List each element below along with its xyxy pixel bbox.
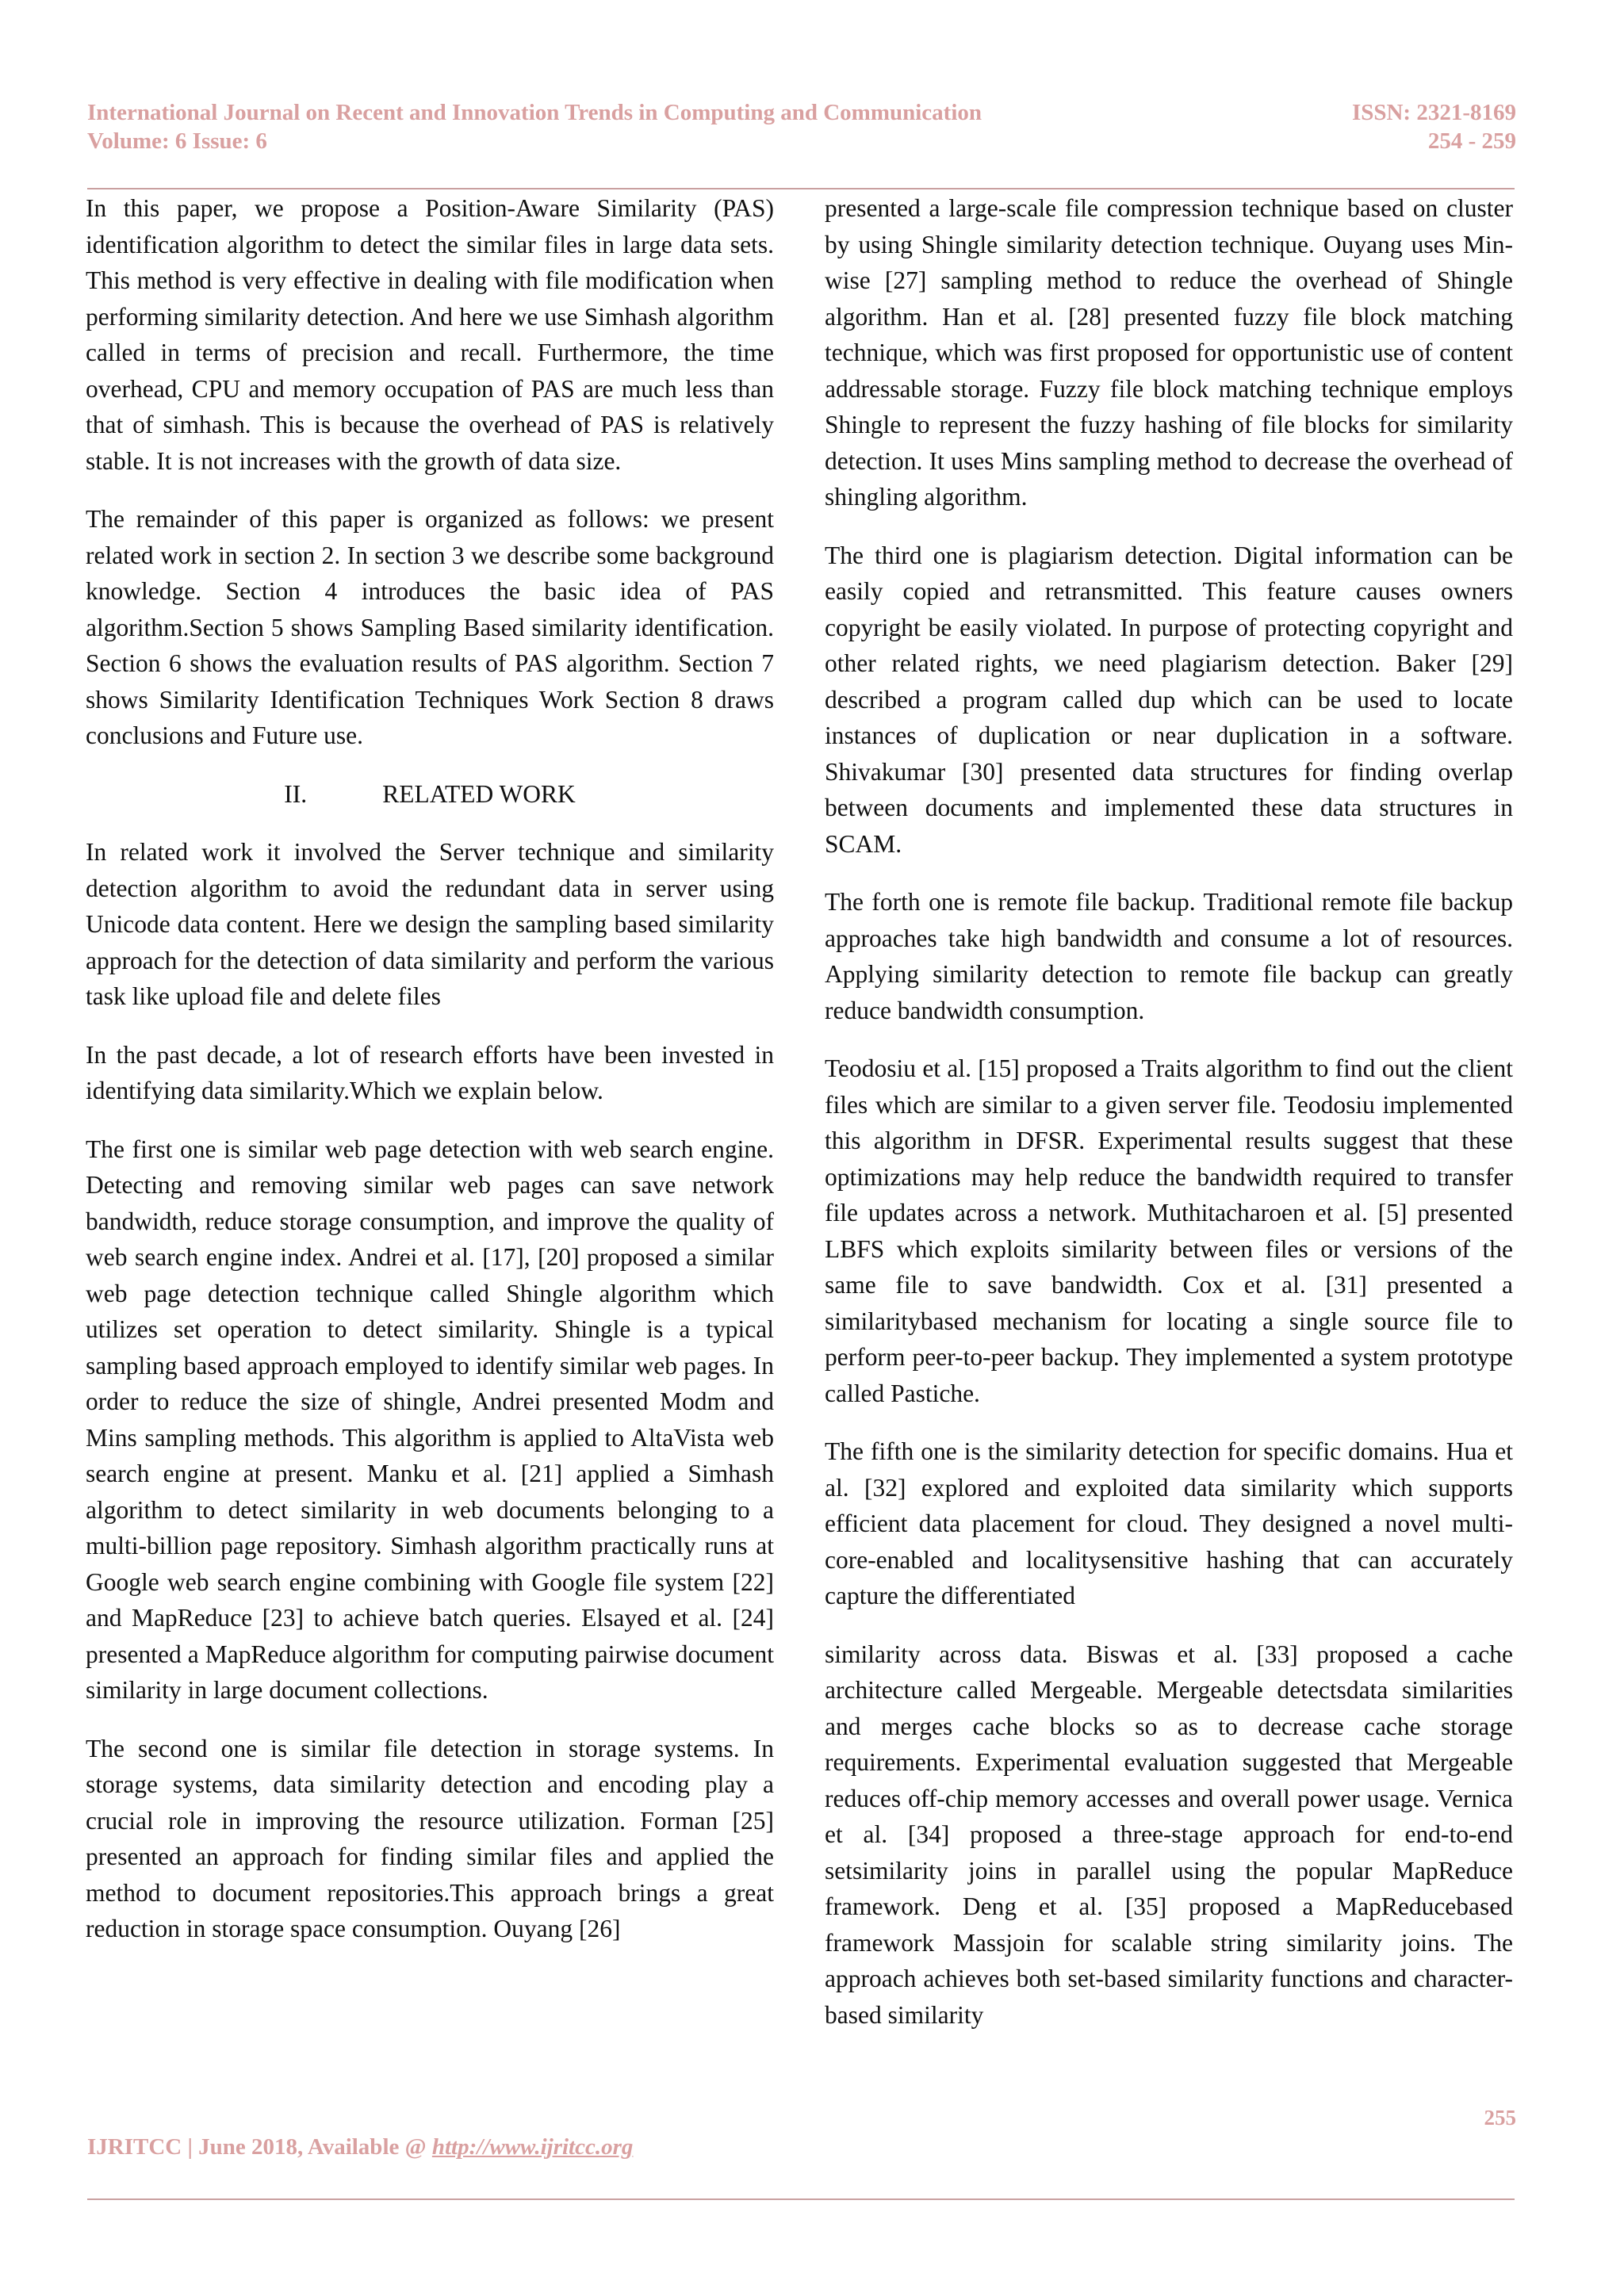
paragraph: In the past decade, a lot of research efforts have been invested in identifying data similarity.Which we explain below. [86, 1040, 774, 1104]
paragraph: presented a large-scale file compression technique based on cluster by using Shingle similarity detection technique. Ouyang uses Min-wise [27] sampling method to reduce the overhead of Shingle algorithm. Han et al. [28] presented fuzzy file block matching technique, which was first proposed for opportunistic use of content addressable storage. Fuzzy file block matching technique employs Shingle to represent the fuzzy hashing of file blocks for similarity detection. It uses Mins sampling method to decrease the overhead of shingling algorithm. [825, 194, 1513, 511]
page-range: 254 - 259 [1427, 128, 1516, 154]
footer-text: IJRITCC | June 2018, Available @ [87, 2134, 432, 2160]
paragraph: Teodosiu et al. [15] proposed a Traits algorithm to find out the client files which are similar to a given server file. Teodosiu implemented this algorithm in DFSR. Experimental results suggest that these optimizations may help reduce the bandwidth required to transfer file updates across a network. Muthitacharoen et al. [5] presented LBFS which exploits similarity between files or versions of the same file to save bandwidth. Cox et al. [31] presented a similaritybased mechanism for locating a single source file to perform peer-to-peer backup. They implemented a system prototype called Pastiche. [825, 1054, 1513, 1407]
volume-issue: Volume: 6 Issue: 6 [87, 128, 267, 154]
section-number: II. [284, 779, 308, 808]
paragraph: The first one is similar web page detection with web search engine. Detecting and removing similar web pages can save network bandwidth, reduce storage consumption, and improve the quality of web search engine index. Andrei et al. [17], [20] proposed a similar web page detection technique called Shingle algorithm which utilizes set operation to detect similarity. Shingle is a typical sampling based approach employed to identify similar web pages. In order to reduce the size of shingle, Andrei presented Modm and Mins sampling methods. This algorithm is applied to AltaVista web search engine at present. Manku et al. [21] applied a Simhash algorithm to detect similarity in web documents belonging to a multi-billion page repository. Simhash algorithm practically runs at Google web search engine combining with Google file system [22] and MapReduce [23] to achieve batch queries. Elsayed et al. [24] presented a MapReduce algorithm for computing pairwise document similarity in large document collections. [86, 1135, 774, 1704]
running-header-right [1352, 98, 1516, 155]
section-title: RELATED WORK [382, 779, 576, 808]
journal-title: International Journal on Recent and Innovation Trends in Computing and Communication [87, 100, 982, 125]
paragraph: The forth one is remote file backup. Traditional remote file backup approaches take high bandwidth and consume a lot of resources. Applying similarity detection to remote file backup can greatly reduce bandwidth consumption. [825, 888, 1513, 1024]
section-heading [86, 776, 774, 813]
header-divider [87, 188, 1515, 189]
footer-divider [87, 2198, 1515, 2200]
footer [87, 2134, 633, 2160]
paragraph: The third one is plagiarism detection. Digital information can be easily copied and retransmitted. This feature causes owners copyright be easily violated. In purpose of protecting copyright and other related rights, we need plagiarism detection. Baker [29] described a program called dup which can be used to locate instances of duplication or near duplication in a software. Shivakumar [30] presented data structures for finding overlap between documents and implemented these data structures in SCAM. [825, 541, 1513, 858]
page-number: 255 [1484, 2106, 1516, 2130]
right-column [825, 190, 1513, 2055]
paragraph: similarity across data. Biswas et al. [33] proposed a cache architecture called Mergeable. Mergeable detectsdata similarities and merges cache blocks so as to decrease cache storage requirements. Experimental evaluation suggested that Mergeable reduces off-chip memory accesses and overall power usage. Vernica et al. [34] proposed a three-stage approach for end-to-end setsimilarity joins in parallel using the popular MapReduce framework. Deng et al. [35] proposed a MapReducebased framework Massjoin for scalable string similarity joins. The approach achieves both set-based similarity functions and character-based similarity [825, 1640, 1513, 2029]
paragraph: The fifth one is the similarity detection for specific domains. Hua et al. [32] explored and exploited data similarity which supports efficient data placement for cloud. They designed a novel multi-core-enabled and localitysensitive hashing that can accurately capture the differentiated [825, 1437, 1513, 1609]
running-header-left [87, 98, 982, 155]
journal-link[interactable]: http://www.ijritcc.org [431, 2134, 634, 2160]
paragraph: The remainder of this paper is organized as follows: we present related work in section 2. In section 3 we describe some background knowledge. Section 4 introduces the basic idea of PAS algorithm.Section 5 shows Sampling Based similarity identification. Section 6 shows the evaluation results of PAS algorithm. Section 7 shows Similarity Identification Techniques Work Section 8 draws conclusions and Future use. [86, 505, 774, 749]
paragraph: In this paper, we propose a Position-Aware Similarity (PAS) identification algorithm to detect the similar files in large data sets. This method is very effective in dealing with file modification when performing similarity detection. And here we use Simhash algorithm called in terms of precision and recall. Furthermore, the time overhead, CPU and memory occupation of PAS are much less than that of simhash. This is because the overhead of PAS is relatively stable. It is not increases with the growth of data size. [86, 194, 774, 475]
issn: ISSN: 2321-8169 [1351, 100, 1516, 125]
paragraph: The second one is similar file detection in storage systems. In storage systems, data similarity detection and encoding play a crucial role in improving the resource utilization. Forman [25] presented an approach for finding similar files and applied the method to document repositories.This approach brings a great reduction in storage space consumption. Ouyang [26] [86, 1734, 774, 1942]
left-column [86, 190, 774, 1969]
paragraph: In related work it involved the Server technique and similarity detection algorithm to avoid the redundant data in server using Unicode data content. Here we design the sampling based similarity approach for the detection of data similarity and perform the various task like upload file and delete files [86, 838, 774, 1010]
